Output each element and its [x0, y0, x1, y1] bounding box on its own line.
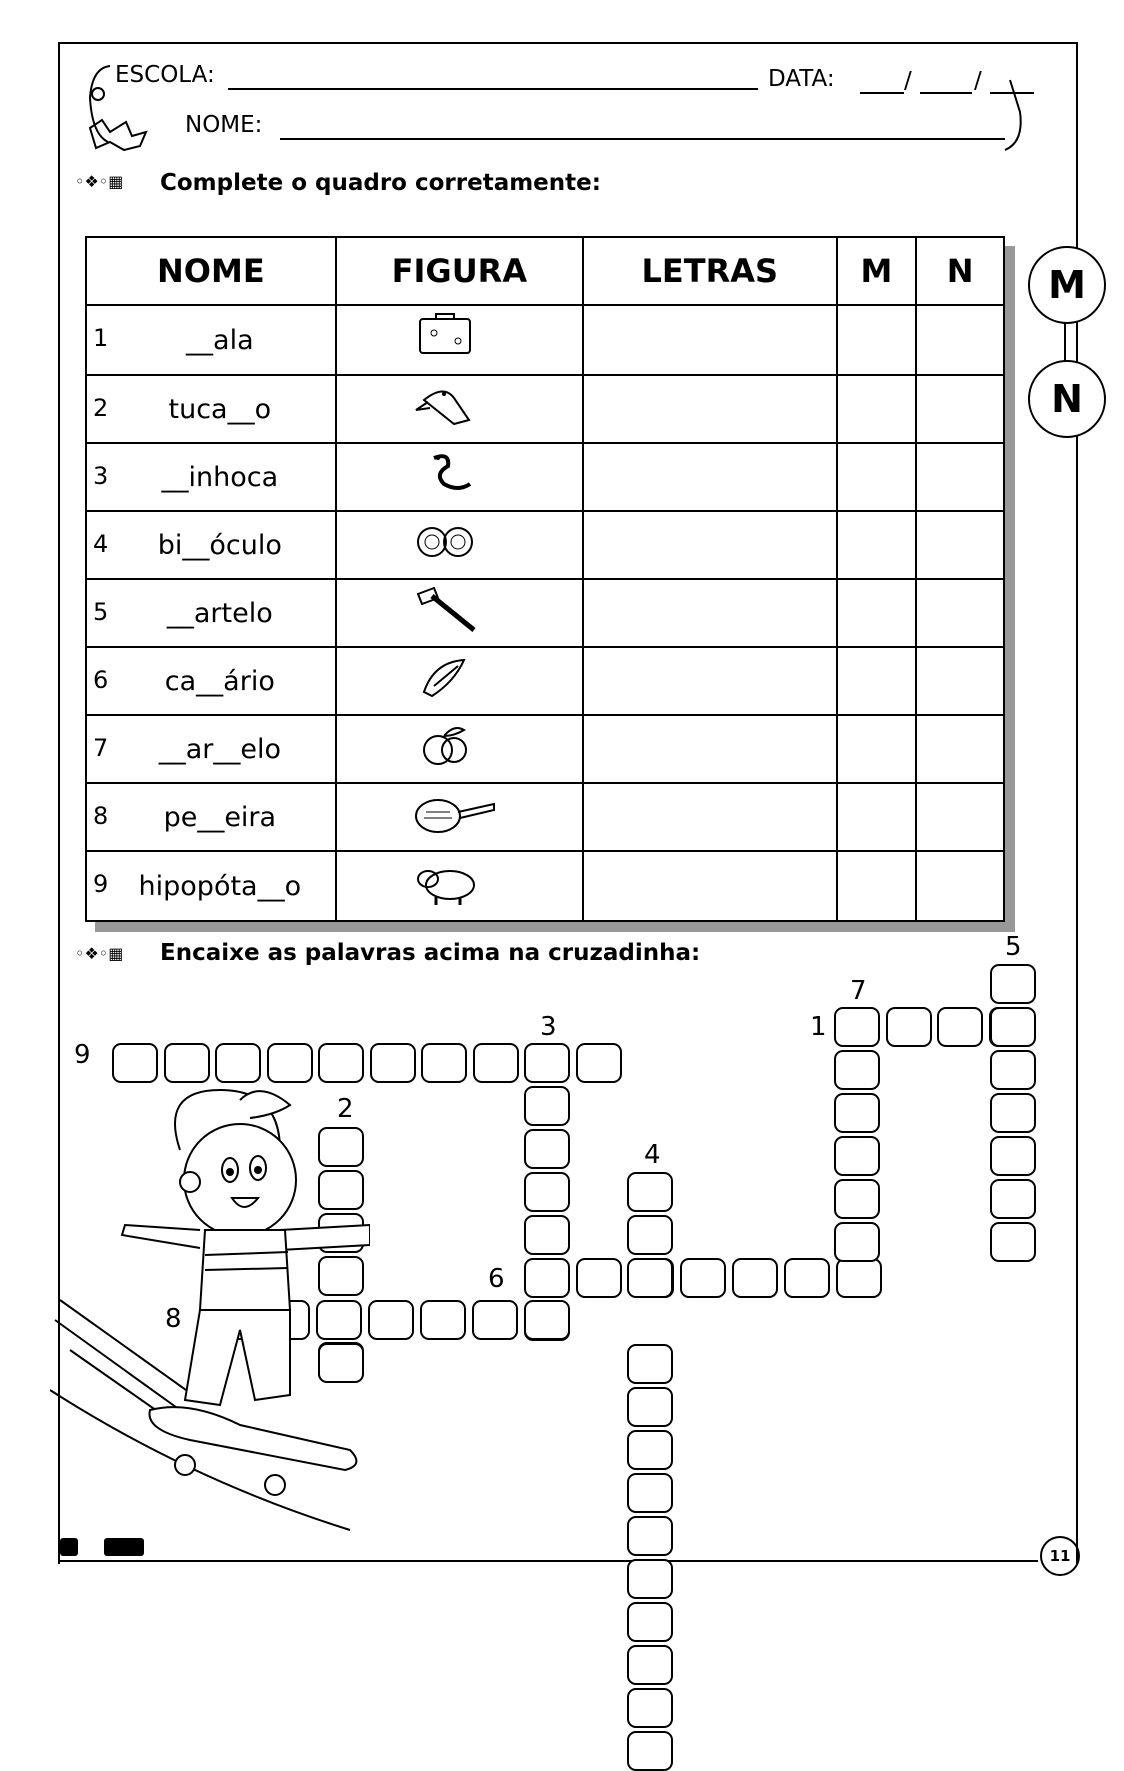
- nome-field[interactable]: [280, 138, 1005, 140]
- word-to-complete: __ala: [186, 324, 254, 356]
- row-number: 5: [93, 598, 109, 626]
- table-row: [86, 851, 1004, 921]
- data-day-field[interactable]: [860, 92, 904, 94]
- word-to-complete: hipopóta__o: [138, 870, 302, 902]
- crossword-cell[interactable]: [834, 1222, 880, 1262]
- figure-cell: [336, 715, 583, 783]
- row-number: 2: [93, 394, 109, 422]
- crossword-cell[interactable]: [990, 1136, 1036, 1176]
- m-answer-cell[interactable]: [837, 647, 917, 715]
- crossword-cell[interactable]: [627, 1172, 673, 1212]
- col-header-m: M: [837, 237, 917, 305]
- word-to-complete: pe__eira: [163, 801, 277, 833]
- crossword-cell[interactable]: [834, 1050, 880, 1090]
- n-answer-cell[interactable]: [916, 851, 1004, 921]
- side-letter-m: M: [1028, 246, 1106, 324]
- row-number: 6: [93, 666, 109, 694]
- letters-answer-cell[interactable]: [583, 305, 836, 375]
- suitcase-icon: [414, 311, 504, 363]
- page-frame-bottom: [58, 1560, 1038, 1562]
- name-cell: [86, 715, 336, 783]
- instruction-bullet-icon: ◦❖◦▦: [75, 172, 124, 191]
- footer-logo-icon: [104, 1538, 144, 1556]
- name-cell: [86, 851, 336, 921]
- crossword-cell[interactable]: [937, 1007, 983, 1047]
- figure-cell: [336, 647, 583, 715]
- crossword-cell[interactable]: [627, 1602, 673, 1642]
- instruction-bullet-icon: ◦❖◦▦: [75, 944, 124, 963]
- crossword-cell[interactable]: [368, 1300, 414, 1340]
- crossword-cell[interactable]: [420, 1300, 466, 1340]
- crossword-cell[interactable]: [836, 1258, 882, 1298]
- data-label: DATA:: [768, 66, 835, 92]
- row-number: 1: [93, 324, 109, 352]
- letters-answer-cell[interactable]: [583, 443, 836, 511]
- crossword-cell[interactable]: [472, 1300, 518, 1340]
- table-row: [86, 375, 1004, 443]
- crossword-cell[interactable]: [421, 1043, 467, 1083]
- crossword-cell[interactable]: [886, 1007, 932, 1047]
- crossword-cell[interactable]: [990, 1093, 1036, 1133]
- letters-table: [85, 236, 1005, 922]
- data-year-field[interactable]: [990, 92, 1034, 94]
- crossword-cell[interactable]: [627, 1258, 673, 1298]
- clue-number-2: 2: [337, 1094, 354, 1124]
- clue-number-6: 6: [488, 1264, 505, 1294]
- crossword-cell[interactable]: [576, 1043, 622, 1083]
- instruction-crossword: Encaixe as palavras acima na cruzadinha:: [160, 940, 701, 966]
- name-cell: [86, 647, 336, 715]
- escola-label: ESCOLA:: [115, 62, 215, 88]
- frying-pan-icon: [414, 788, 504, 840]
- name-cell: [86, 305, 336, 375]
- table-row: [86, 715, 1004, 783]
- crossword-cell[interactable]: [834, 1093, 880, 1133]
- n-answer-cell[interactable]: [916, 783, 1004, 851]
- m-answer-cell[interactable]: [837, 443, 917, 511]
- letters-answer-cell[interactable]: [583, 783, 836, 851]
- footer-logo-icon: [60, 1538, 78, 1556]
- m-answer-cell[interactable]: [837, 375, 917, 443]
- letters-answer-cell[interactable]: [583, 851, 836, 921]
- crossword-cell[interactable]: [627, 1387, 673, 1427]
- name-cell: [86, 579, 336, 647]
- word-to-complete: __ar__elo: [158, 733, 281, 765]
- n-answer-cell[interactable]: [916, 579, 1004, 647]
- letters-answer-cell[interactable]: [583, 647, 836, 715]
- row-number: 8: [93, 802, 109, 830]
- crossword-cell[interactable]: [990, 1179, 1036, 1219]
- crossword-cell[interactable]: [627, 1731, 673, 1771]
- crossword-cell[interactable]: [524, 1215, 570, 1255]
- word-to-complete: __artelo: [166, 597, 273, 629]
- n-answer-cell[interactable]: [916, 305, 1004, 375]
- crossword-cell[interactable]: [370, 1043, 416, 1083]
- crossword-cell[interactable]: [524, 1300, 570, 1340]
- crossword-cell[interactable]: [524, 1086, 570, 1126]
- crossword-cell[interactable]: [990, 964, 1036, 1004]
- table-row: [86, 579, 1004, 647]
- escola-field[interactable]: [228, 88, 758, 90]
- figure-cell: [336, 579, 583, 647]
- hammer-icon: [414, 584, 504, 636]
- crossword-cell[interactable]: [627, 1645, 673, 1685]
- binoculars-icon: [414, 516, 504, 568]
- crossword-cell[interactable]: [627, 1516, 673, 1556]
- name-cell: [86, 783, 336, 851]
- table-header-row: [86, 237, 1004, 305]
- letters-answer-cell[interactable]: [583, 579, 836, 647]
- data-sep-2: /: [974, 68, 982, 94]
- n-answer-cell[interactable]: [916, 443, 1004, 511]
- m-answer-cell[interactable]: [837, 715, 917, 783]
- col-header-n: N: [916, 237, 1004, 305]
- figure-cell: [336, 783, 583, 851]
- figure-cell: [336, 851, 583, 921]
- name-cell: [86, 443, 336, 511]
- word-to-complete: ca__ário: [164, 665, 275, 697]
- crossword-cell[interactable]: [524, 1258, 570, 1298]
- clue-number-8: 8: [165, 1304, 182, 1334]
- clue-number-7: 7: [850, 976, 867, 1006]
- word-to-complete: tuca__o: [168, 393, 272, 425]
- letters-answer-cell[interactable]: [583, 511, 836, 579]
- col-header-figura: FIGURA: [336, 237, 583, 305]
- row-number: 7: [93, 734, 109, 762]
- crossword-cell[interactable]: [990, 1007, 1036, 1047]
- crossword-cell[interactable]: [627, 1688, 673, 1728]
- crossword-cell[interactable]: [784, 1258, 830, 1298]
- m-answer-cell[interactable]: [837, 511, 917, 579]
- worm-icon: [414, 448, 504, 500]
- m-answer-cell[interactable]: [837, 305, 917, 375]
- row-number: 9: [93, 870, 109, 898]
- crossword-cell[interactable]: [834, 1007, 880, 1047]
- table-row: [86, 783, 1004, 851]
- clue-number-9: 9: [74, 1040, 91, 1070]
- n-answer-cell[interactable]: [916, 375, 1004, 443]
- toucan-icon: [414, 380, 504, 432]
- crossword-cell[interactable]: [524, 1129, 570, 1169]
- m-answer-cell[interactable]: [837, 579, 917, 647]
- crossword-cell[interactable]: [990, 1222, 1036, 1262]
- n-answer-cell[interactable]: [916, 715, 1004, 783]
- letters-answer-cell[interactable]: [583, 715, 836, 783]
- word-to-complete: bi__óculo: [157, 529, 282, 561]
- clue-number-1: 1: [810, 1012, 827, 1042]
- clue-number-3: 3: [540, 1012, 557, 1042]
- crossword-cell[interactable]: [834, 1179, 880, 1219]
- crossword-cell[interactable]: [473, 1043, 519, 1083]
- name-cell: [86, 511, 336, 579]
- crossword-cell[interactable]: [627, 1559, 673, 1599]
- figure-cell: [336, 511, 583, 579]
- name-cell: [86, 375, 336, 443]
- table-row: [86, 511, 1004, 579]
- hippo-icon: [414, 857, 504, 909]
- letters-answer-cell[interactable]: [583, 375, 836, 443]
- table-row: [86, 305, 1004, 375]
- side-letter-n: N: [1028, 360, 1106, 438]
- row-number: 3: [93, 462, 109, 490]
- crossword-cell[interactable]: [680, 1258, 726, 1298]
- col-header-nome: NOME: [86, 237, 336, 305]
- figure-cell: [336, 305, 583, 375]
- instruction-complete: Complete o quadro corretamente:: [160, 170, 601, 196]
- m-answer-cell[interactable]: [837, 783, 917, 851]
- crossword-cell[interactable]: [627, 1473, 673, 1513]
- crossword-cell[interactable]: [627, 1430, 673, 1470]
- crossword-cell[interactable]: [990, 1050, 1036, 1090]
- skateboarder-illustration: [50, 1070, 370, 1540]
- crossword-cell[interactable]: [834, 1136, 880, 1176]
- canary-icon: [414, 652, 504, 704]
- crossword-cell[interactable]: [627, 1215, 673, 1255]
- page-number: 11: [1040, 1536, 1080, 1576]
- n-answer-cell[interactable]: [916, 647, 1004, 715]
- crossword-cell[interactable]: [524, 1172, 570, 1212]
- table-row: [86, 443, 1004, 511]
- crossword-cell[interactable]: [576, 1258, 622, 1298]
- table-row: [86, 647, 1004, 715]
- clue-number-4: 4: [644, 1140, 661, 1170]
- n-answer-cell[interactable]: [916, 511, 1004, 579]
- data-sep-1: /: [904, 68, 912, 94]
- quince-icon: [414, 720, 504, 772]
- data-month-field[interactable]: [920, 92, 972, 94]
- figure-cell: [336, 443, 583, 511]
- clue-number-5: 5: [1005, 932, 1022, 962]
- crossword-cell[interactable]: [627, 1344, 673, 1384]
- col-header-letras: LETRAS: [583, 237, 836, 305]
- nome-label: NOME:: [185, 112, 263, 138]
- word-to-complete: __inhoca: [161, 461, 279, 493]
- row-number: 4: [93, 530, 109, 558]
- figure-cell: [336, 375, 583, 443]
- m-answer-cell[interactable]: [837, 851, 917, 921]
- crossword-cell[interactable]: [524, 1043, 570, 1083]
- crossword-cell[interactable]: [732, 1258, 778, 1298]
